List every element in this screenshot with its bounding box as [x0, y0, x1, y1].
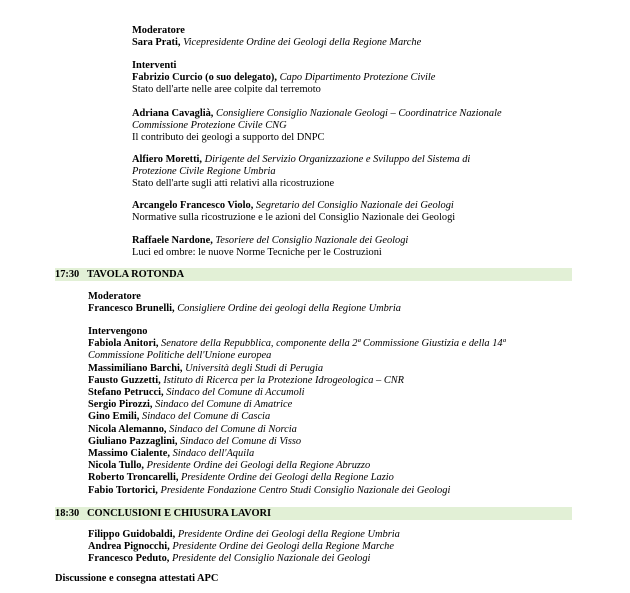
talk-block: [132, 154, 612, 191]
list-item: [88, 485, 608, 497]
conclusioni-block: [88, 529, 608, 566]
list-item: [88, 424, 608, 436]
moderatore-block: [132, 25, 612, 49]
person-name: Francesco Brunelli,: [88, 303, 175, 315]
talk-topic: Stato dell'arte nelle aree colpite dal terremoto: [132, 84, 321, 96]
person-name: Sara Prati,: [132, 37, 181, 49]
person-role: Sindaco del Comune di Amatrice: [155, 399, 293, 411]
moderatore-label: Moderatore: [88, 291, 141, 302]
person-name: Adriana Cavaglià,: [132, 108, 214, 119]
talk-line: [132, 72, 612, 84]
talk-line: [132, 108, 612, 120]
person-role: Capo Dipartimento Protezione Civile: [279, 72, 436, 84]
person-name: Fabio Tortorici,: [88, 484, 158, 496]
person-role: Presidente Ordine dei Geologi della Regione Lazio: [181, 472, 394, 484]
person-name: Raffaele Nardone,: [132, 235, 213, 246]
person-role: Istituto di Ricerca per la Protezione Idrogeologica – CNR: [163, 374, 405, 386]
interventi-block: [132, 60, 612, 97]
person-role: Consigliere Ordine dei geologi della Regione Umbria: [177, 303, 401, 315]
talk-block: [132, 108, 612, 145]
person-name: Francesco Peduto,: [88, 553, 170, 565]
talk-topic: Stato dell'arte sugli atti relativi alla ricostruzione: [132, 178, 335, 190]
footer-note: Discussione e consegna attestati APC: [55, 573, 219, 584]
talk-topic: Luci ed ombre: le nuove Norme Tecniche per le Costruzioni: [132, 247, 382, 259]
person-name: Gino Emili,: [88, 411, 140, 423]
person-role: Sindaco del Comune di Visso: [180, 435, 302, 447]
person-role: Presidente Ordine dei Geologi della Regione Abruzzo: [146, 460, 371, 472]
section-bar-conclusioni: [55, 507, 572, 520]
list-item: [88, 411, 608, 423]
section-time: 18:30: [55, 508, 80, 519]
person-role: Vicepresidente Ordine dei Geologi della Regione Marche: [183, 37, 422, 49]
list-item: [88, 375, 608, 387]
person-role-cont: Protezione Civile Regione Umbria: [132, 166, 276, 178]
section-bar-tavola: [55, 268, 572, 281]
person-name: Arcangelo Francesco Violo,: [132, 200, 254, 211]
person-role: Dirigente del Servizio Organizzazione e Sviluppo del Sistema di: [204, 154, 471, 165]
talk-topic: Normative sulla ricostruzione e le azioni del Consiglio Nazionale dei Geologi: [132, 212, 456, 224]
moderatore-line: [132, 37, 612, 49]
person-role: Università degli Studi di Perugia: [185, 362, 324, 374]
interventi-label: Interventi: [132, 60, 177, 71]
list-item: [88, 460, 608, 472]
person-role: Sindaco dell'Aquila: [172, 448, 255, 460]
list-item: [88, 387, 608, 399]
talk-block: [132, 200, 612, 224]
talk-line: [132, 154, 612, 166]
list-item: [88, 363, 608, 375]
person-name: Andrea Pignocchi,: [88, 541, 170, 553]
moderatore-label: Moderatore: [132, 25, 185, 36]
person-role: Sindaco del Comune di Cascia: [142, 411, 271, 423]
participants-list: [88, 338, 608, 497]
list-item: [88, 338, 608, 350]
moderatore-line: [88, 303, 608, 315]
person-name: Massimo Cialente,: [88, 448, 170, 460]
talk-line: [132, 235, 612, 247]
person-role: Presidente Ordine dei Geologi della Regione Umbria: [177, 529, 400, 540]
list-item: [88, 553, 608, 565]
section-title: CONCLUSIONI E CHIUSURA LAVORI: [87, 508, 272, 519]
person-name: Alfiero Moretti,: [132, 154, 203, 165]
list-item: [88, 399, 608, 411]
list-item: [88, 472, 608, 484]
person-role: Sindaco del Comune di Norcia: [169, 423, 297, 435]
person-role: Commissione Politiche dell'Unione europea: [88, 350, 272, 362]
person-name: Massimiliano Barchi,: [88, 362, 183, 374]
person-name: Sergio Pirozzi,: [88, 399, 153, 411]
person-role: Tesoriere del Consiglio Nazionale dei Geologi: [215, 235, 409, 246]
person-name: Filippo Guidobaldi,: [88, 529, 176, 540]
talk-line: [132, 200, 612, 212]
person-role: Senatore della Repubblica, componente della 2ª Commissione Giustizia e della 14ª: [161, 338, 506, 350]
tavola-moderatore-block: [88, 291, 608, 315]
closers-list: [88, 529, 608, 566]
person-name: Nicola Alemanno,: [88, 423, 167, 435]
person-name: Fabrizio Curcio (o suo delegato),: [132, 72, 277, 84]
section-time: 17:30: [55, 269, 80, 280]
talk-topic: Il contributo dei geologi a supporto del DNPC: [132, 132, 325, 144]
person-role-cont: Commissione Protezione Civile CNG: [132, 120, 287, 132]
person-role: Consigliere Consiglio Nazionale Geologi – Coordinatrice Nazionale: [216, 108, 502, 119]
person-role: Sindaco del Comune di Accumoli: [166, 387, 305, 399]
list-item: [88, 529, 608, 541]
person-role: Presidente Fondazione Centro Studi Consiglio Nazionale dei Geologi: [160, 484, 451, 496]
list-item: [88, 350, 608, 362]
talk-block: [132, 235, 612, 259]
person-name: Stefano Petrucci,: [88, 387, 164, 399]
person-name: Fausto Guzzetti,: [88, 374, 161, 386]
person-name: Roberto Troncarelli,: [88, 472, 179, 484]
person-name: Nicola Tullo,: [88, 460, 145, 472]
person-role: Segretario del Consiglio Nazionale dei Geologi: [255, 200, 454, 211]
section-title: TAVOLA ROTONDA: [87, 269, 185, 280]
person-name: Giuliano Pazzaglini,: [88, 435, 178, 447]
person-name: Fabiola Anitori,: [88, 338, 159, 350]
intervengono-label: Intervengono: [88, 326, 148, 337]
list-item: [88, 436, 608, 448]
list-item: [88, 541, 608, 553]
person-role: Presidente Ordine dei Geologi della Regione Marche: [172, 541, 394, 553]
person-role: Presidente del Consiglio Nazionale dei Geologi: [171, 553, 371, 565]
list-item: [88, 448, 608, 460]
intervengono-block: [88, 326, 608, 497]
